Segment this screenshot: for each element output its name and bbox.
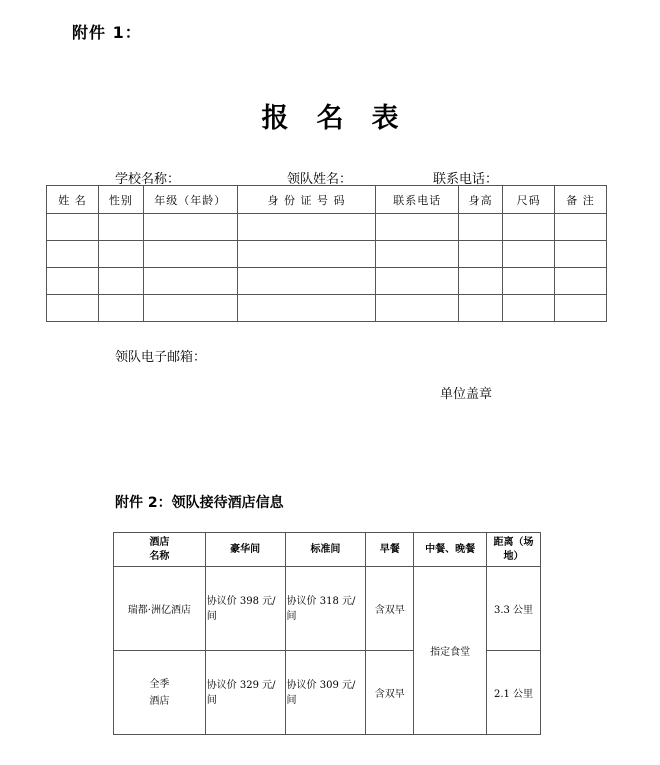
header-standard-room: 标准间 [285,533,366,567]
table-cell[interactable] [47,214,99,241]
contact-phone-label: 联系电话： [433,172,499,187]
distance: 2.1 公里 [487,651,541,735]
table-cell[interactable] [143,295,237,322]
leader-email-label: 领队电子邮箱： [115,350,207,365]
header-distance: 距离（场 地） [487,533,541,567]
table-cell[interactable] [98,268,143,295]
table-cell[interactable] [98,295,143,322]
header-phone: 联系电话 [376,186,459,214]
table-cell[interactable] [376,241,459,268]
breakfast: 含双早 [366,651,414,735]
breakfast: 含双早 [366,567,414,651]
hotel-name: 全季 酒店 [114,651,206,735]
table-cell[interactable] [98,241,143,268]
leader-name-label: 领队姓名： [287,172,353,187]
header-grade-age: 年级（年龄） [143,186,237,214]
table-cell[interactable] [98,214,143,241]
unit-seal-label: 单位盖章 [440,387,493,402]
table-cell[interactable] [503,268,555,295]
table-cell[interactable] [459,295,503,322]
standard-price: 协议价 318 元/间 [285,567,366,651]
attachment-1-heading: 附件 1： [72,23,142,42]
deluxe-price: 协议价 398 元/间 [205,567,285,651]
header-remarks: 备 注 [555,186,607,214]
table-cell[interactable] [459,214,503,241]
title-char-3: 表 [371,103,399,134]
table-cell[interactable] [555,268,607,295]
table-cell[interactable] [143,214,237,241]
table-cell[interactable] [143,268,237,295]
table-cell[interactable] [459,241,503,268]
table-row [47,214,607,241]
table-cell[interactable] [503,295,555,322]
table-cell[interactable] [555,295,607,322]
table-cell[interactable] [503,241,555,268]
table-cell[interactable] [555,214,607,241]
table-cell[interactable] [47,241,99,268]
school-name-label: 学校名称： [115,172,181,187]
hotel-header-row [114,533,541,567]
title-char-2: 名 [316,103,344,134]
table-row [47,241,607,268]
table-cell[interactable] [237,295,376,322]
table-cell[interactable] [237,268,376,295]
table-cell[interactable] [143,241,237,268]
header-gender: 性别 [98,186,143,214]
registration-header-row [47,186,607,214]
table-cell[interactable] [503,214,555,241]
distance: 3.3 公里 [487,567,541,651]
table-row [47,295,607,322]
header-id-number: 身 份 证 号 码 [237,186,376,214]
table-cell[interactable] [555,241,607,268]
header-size: 尺码 [503,186,555,214]
table-cell[interactable] [376,295,459,322]
header-name: 姓 名 [47,186,99,214]
table-row [47,268,607,295]
registration-table [46,185,607,322]
header-height: 身高 [459,186,503,214]
table-row [114,567,541,651]
header-lunch-dinner: 中餐、晚餐 [414,533,487,567]
title-char-1: 报 [261,103,289,134]
table-cell[interactable] [47,295,99,322]
header-deluxe-room: 豪华间 [205,533,285,567]
header-hotel-name: 酒店 名称 [114,533,206,567]
standard-price: 协议价 309 元/间 [285,651,366,735]
deluxe-price: 协议价 329 元/间 [205,651,285,735]
header-breakfast: 早餐 [366,533,414,567]
table-cell[interactable] [237,214,376,241]
hotel-name: 瑞都·洲亿酒店 [114,567,206,651]
table-cell[interactable] [47,268,99,295]
table-cell[interactable] [376,268,459,295]
attachment-2-heading: 附件 2：领队接待酒店信息 [115,495,284,511]
meals: 指定食堂 [414,567,487,735]
hotel-info-table [113,532,541,735]
table-cell[interactable] [459,268,503,295]
table-cell[interactable] [237,241,376,268]
table-cell[interactable] [376,214,459,241]
form-title [0,96,660,135]
